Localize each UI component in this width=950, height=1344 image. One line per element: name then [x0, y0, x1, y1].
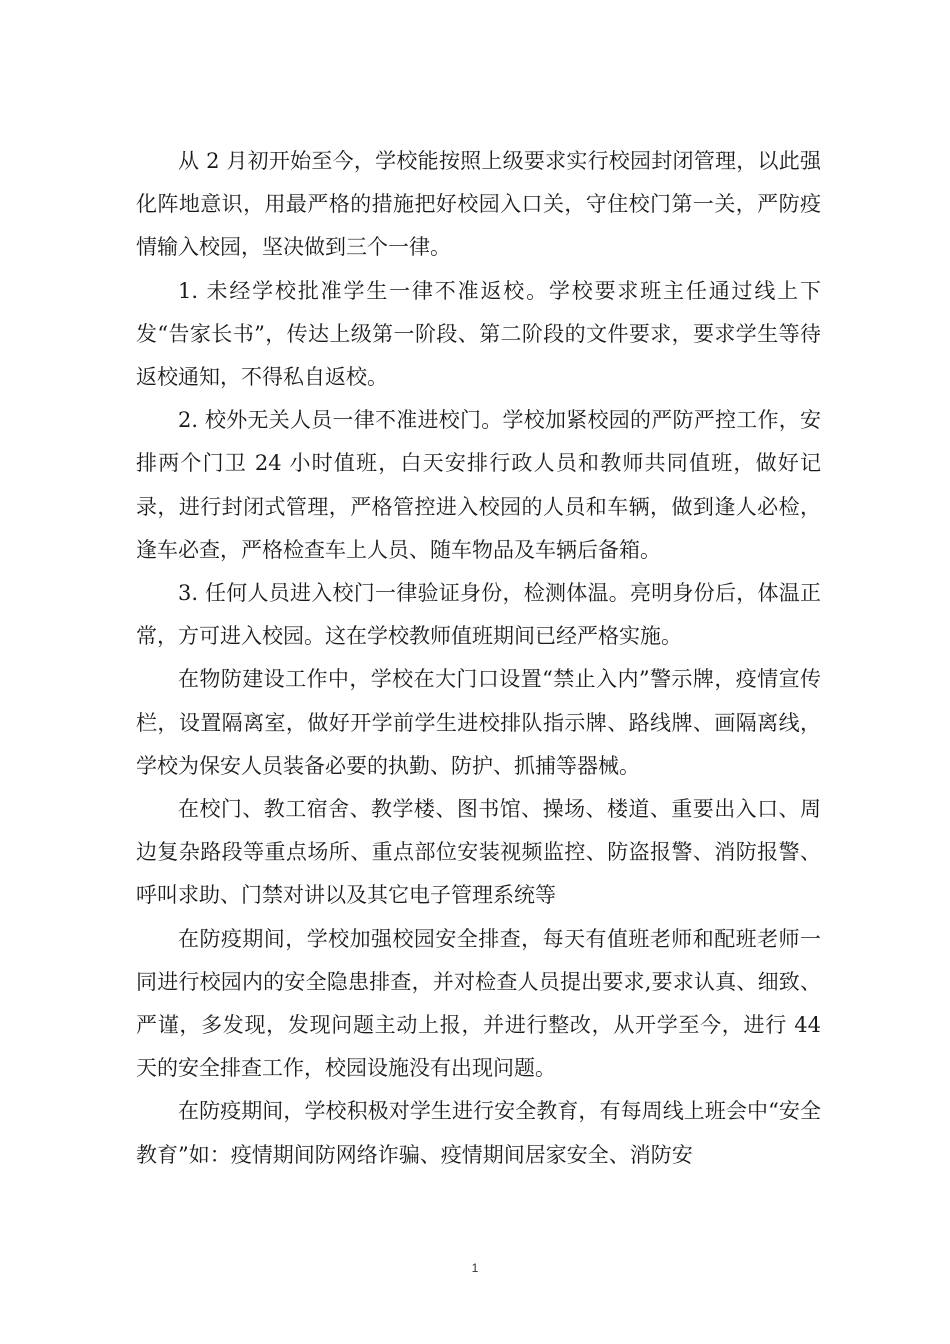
document-body: [136, 140, 821, 1177]
paragraph-safety-inspection: 在防疫期间，学校加强校园安全排查，每天有值班老师和配班老师一同进行校园内的安全隐患排查，并对检查人员提出要求,要求认真、细致、严谨，多发现，发现问题主动上报，并进行整改，从开学至今，进行 44 天的安全排查工作，校园设施没有出现问题。: [136, 926, 821, 1081]
paragraph-intro: 从 2 月初开始至今，学校能按照上级要求实行校园封闭管理，以此强化阵地意识，用最严格的措施把好校园入口关，守住校门第一关，严防疫情输入校园，坚决做到三个一律。: [136, 149, 821, 260]
paragraph-monitoring: 在校门、教工宿舍、教学楼、图书馆、操场、楼道、重要出入口、周边复杂路段等重点场所、重点部位安装视频监控、防盗报警、消防报警、呼叫求助、门禁对讲以及其它电子管理系统等: [136, 797, 821, 908]
paragraph-safety-education: 在防疫期间，学校积极对学生进行安全教育，有每周线上班会中“安全教育”如：疫情期间防网络诈骗、疫情期间居家安全、消防安: [136, 1099, 821, 1167]
paragraph-physical-defense: 在物防建设工作中，学校在大门口设置“禁止入内”警示牌，疫情宣传栏，设置隔离室，做好开学前学生进校排队指示牌、路线牌、画隔离线，学校为保安人员装备必要的执勤、防护、抓捕等器械。: [136, 667, 821, 778]
page-number: 1: [471, 1261, 479, 1275]
paragraph-rule-1: 1. 未经学校批准学生一律不准返校。学校要求班主任通过线上下发“告家长书”，传达上级第一阶段、第二阶段的文件要求，要求学生等待返校通知，不得私自返校。: [136, 278, 821, 390]
paragraph-rule-2: 2. 校外无关人员一律不准进校门。学校加紧校园的严防严控工作，安排两个门卫 24 小时值班，白天安排行政人员和教师共同值班，做好记录，进行封闭式管理，严格管控进入校园的人员和车辆，做到逢人必检，逢车必查，严格检查车上人员、随车物品及车辆后备箱。: [136, 408, 821, 562]
paragraph-rule-3: 3. 任何人员进入校门一律验证身份，检测体温。亮明身份后，体温正常，方可进入校园。这在学校教师值班期间已经严格实施。: [136, 581, 821, 649]
